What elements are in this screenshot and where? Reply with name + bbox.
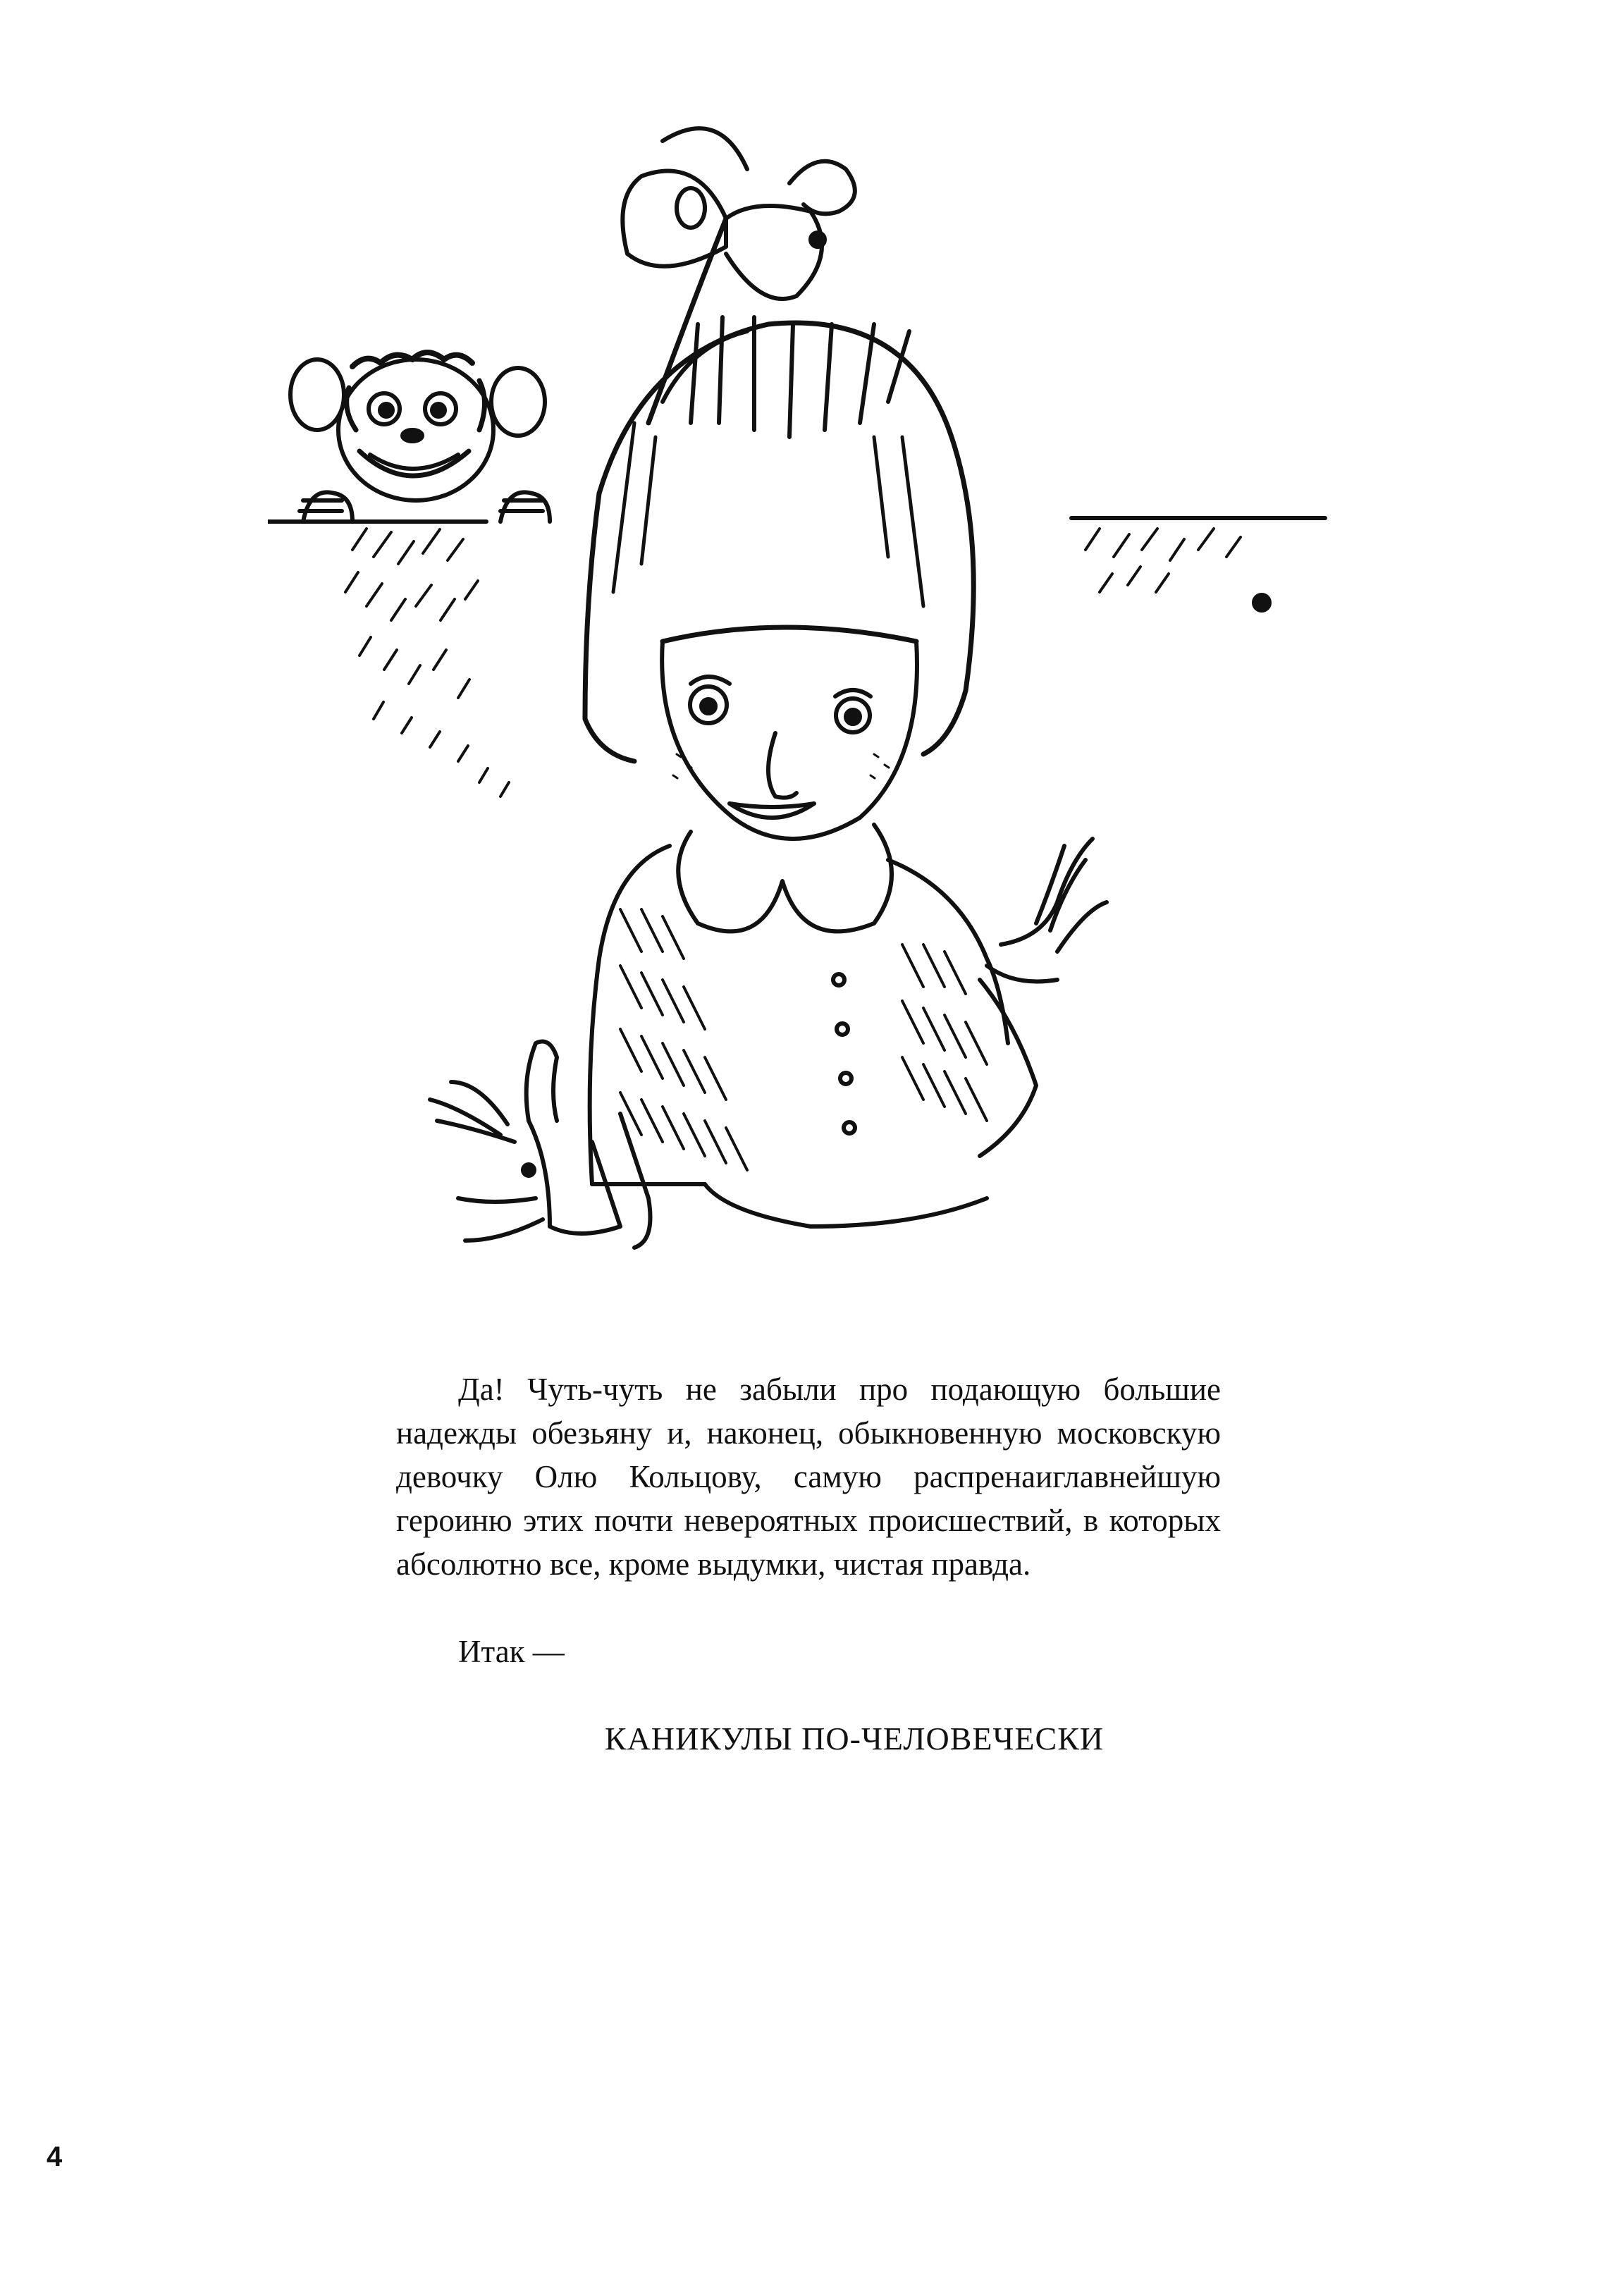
paragraph-text: Да! Чуть-чуть не забыли про подающую большие надежды обезьяну и, наконец, обыкновенную московскую девочку Олю Кольцову, самую распренаиглавнейшую героиню этих почти невероятных происшествий, в которых абсолютно все, кроме выдумки, чистая правда. xyxy=(396,1372,1221,1582)
girl-collar xyxy=(678,825,892,931)
body-paragraph xyxy=(396,1367,1221,1586)
chapter-heading: КАНИКУЛЫ ПО-ЧЕЛОВЕЧЕСКИ xyxy=(604,1721,1105,1757)
girl-and-monkey-illustration xyxy=(268,99,1353,1290)
girl-left-hand xyxy=(430,1042,651,1248)
page-number: 4 xyxy=(47,2141,63,2172)
girl-dress xyxy=(590,846,1008,1226)
monkey xyxy=(290,352,550,522)
itak-text: Итак — xyxy=(458,1634,565,1669)
girl-face xyxy=(662,641,917,839)
bow xyxy=(622,128,855,423)
